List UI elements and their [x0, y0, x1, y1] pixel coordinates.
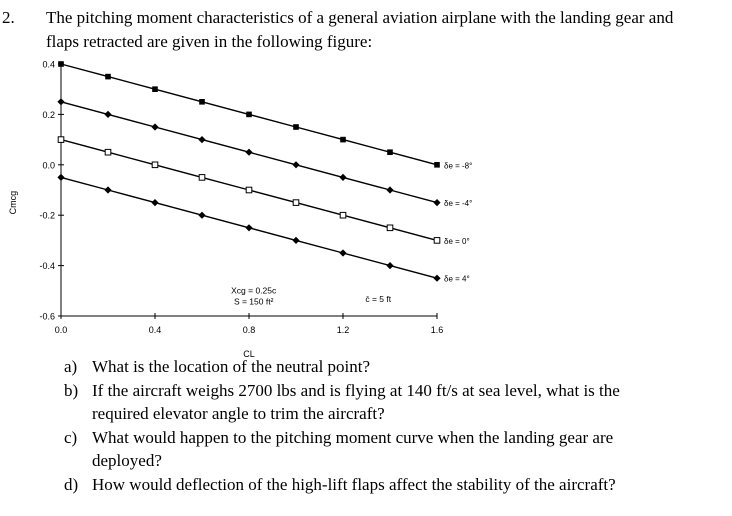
- data-point: [198, 212, 205, 219]
- question-label: b): [64, 380, 79, 400]
- question-label: c): [64, 427, 78, 447]
- question-text: deployed?: [92, 451, 162, 470]
- legend-entry: δe = 4°: [444, 274, 470, 284]
- data-point: [57, 98, 64, 105]
- data-point: [434, 162, 440, 168]
- x-tick-label: 1.6: [430, 325, 444, 335]
- data-point: [293, 200, 299, 206]
- data-point: [433, 199, 440, 206]
- data-point: [340, 212, 346, 218]
- data-point: [293, 124, 299, 130]
- data-point: [339, 249, 346, 256]
- data-point: [105, 149, 111, 155]
- data-point: [198, 136, 205, 143]
- data-point: [339, 174, 346, 181]
- y-tick-label: 0.4: [42, 59, 55, 70]
- legend-entry: δe = 0°: [444, 236, 470, 246]
- question-list: [64, 355, 724, 496]
- annotation: c̄ = 5 ft: [365, 294, 392, 305]
- question-text: What would happen to the pitching moment curve when the landing gear are: [92, 427, 614, 447]
- data-point: [292, 161, 299, 168]
- data-point: [246, 187, 252, 193]
- data-point: [387, 225, 393, 231]
- x-tick-label: 0.8: [242, 325, 256, 335]
- question-text: If the aircraft weighs 2700 lbs and is flying at 140 ft/s at sea level, what is the: [92, 380, 620, 400]
- data-point: [340, 137, 346, 143]
- question-text: How would deflection of the high-lift flaps affect the stability of the aircraft?: [92, 474, 616, 494]
- question-d: [64, 473, 724, 497]
- data-point: [104, 186, 111, 193]
- data-point: [152, 86, 158, 92]
- data-point: [386, 186, 393, 193]
- y-tick-label: -0.6: [39, 311, 55, 322]
- data-point: [104, 111, 111, 118]
- problem-text: [46, 6, 726, 54]
- data-point: [151, 199, 158, 206]
- x-tick-label: 0.4: [148, 325, 162, 335]
- data-point: [434, 238, 440, 244]
- problem-text-line-1: The pitching moment characteristics of a general aviation airplane with the landing gear and: [46, 8, 674, 27]
- y-tick-label: 0.0: [42, 160, 55, 171]
- data-point: [433, 275, 440, 282]
- data-point: [57, 174, 64, 181]
- data-point: [245, 224, 252, 231]
- data-point: [58, 137, 64, 143]
- x-axis-title: CL: [243, 349, 255, 359]
- legend-entry: δe = -8°: [444, 161, 473, 171]
- data-point: [105, 74, 111, 80]
- data-point: [199, 175, 205, 181]
- data-point: [386, 262, 393, 269]
- question-label: a): [64, 357, 78, 376]
- problem-number: 2.: [2, 8, 15, 27]
- question-label: d): [64, 474, 79, 494]
- legend-entry: δe = -4°: [444, 199, 473, 209]
- data-point: [292, 237, 299, 244]
- question-b: [64, 379, 724, 426]
- question-a: [64, 355, 724, 379]
- data-point: [387, 149, 393, 155]
- y-tick-label: -0.2: [39, 210, 55, 221]
- data-point: [151, 123, 158, 130]
- problem-text-line-2: flaps retracted are given in the following figure:: [46, 32, 373, 51]
- y-tick-label: -0.4: [39, 261, 55, 272]
- x-tick-label: 1.2: [336, 325, 350, 335]
- annotation: S = 150 ft²: [233, 296, 274, 307]
- x-tick-label: 0.0: [54, 325, 68, 335]
- annotation: Xcg = 0.25c: [231, 285, 277, 296]
- y-tick-label: 0.2: [42, 109, 55, 120]
- data-point: [246, 112, 252, 118]
- y-axis-title: Cmcg: [8, 190, 18, 215]
- data-point: [152, 162, 158, 168]
- data-point: [199, 99, 205, 105]
- pitching-moment-chart: [0, 54, 732, 364]
- data-point: [58, 61, 64, 67]
- question-text: What is the location of the neutral point?: [92, 357, 371, 376]
- question-c: [64, 426, 724, 473]
- data-point: [245, 149, 252, 156]
- question-text: required elevator angle to trim the aircraft?: [92, 404, 385, 423]
